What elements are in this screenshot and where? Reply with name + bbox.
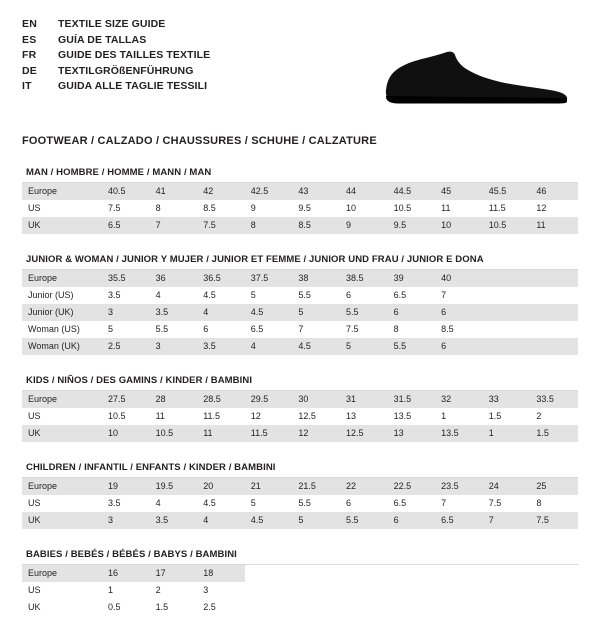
size-cell-empty [435,582,483,599]
size-cell: 11.5 [203,411,221,421]
size-cell: 10 [102,425,150,442]
group-children [22,462,578,529]
size-cell: 1 [441,411,447,421]
language-row [22,49,210,65]
size-cell: 10 [435,217,483,234]
row-label: UK [22,217,102,234]
size-cell: 4 [245,338,293,355]
size-cell: 3 [203,585,209,595]
language-title-list [22,18,210,96]
size-cell: 7 [441,498,447,508]
size-cell: 2 [536,411,542,421]
size-cell: 43 [292,183,340,200]
size-cell: 33 [483,391,531,408]
size-cell: 1 [483,425,531,442]
size-cell-empty [340,565,388,582]
size-cell: 8 [536,498,542,508]
size-cell: 37.5 [245,270,293,287]
size-cell: 6.5 [393,290,407,300]
size-cell: 7.5 [488,498,502,508]
size-cell: 42.5 [245,183,293,200]
table-row [22,425,578,442]
row-label: Europe [22,270,102,287]
size-cell: 5 [250,498,256,508]
size-cell-empty [530,338,578,355]
size-cell: 25 [530,478,578,495]
size-cell: 11 [530,217,578,234]
size-table-man [22,183,578,234]
size-cell: 7.5 [197,217,245,234]
size-cell: 8 [245,217,293,234]
language-code: ES [22,33,37,46]
language-code: IT [22,80,32,92]
size-cell: 6 [388,512,436,529]
size-table-body [22,183,578,234]
size-cell: 4.5 [203,498,216,508]
size-cell-empty [340,599,388,616]
row-label: Junior (US) [28,290,74,300]
size-cell: 4.5 [292,338,340,355]
table-row [22,270,578,287]
size-cell-empty [245,582,293,599]
size-cell: 13.5 [393,411,412,421]
size-cell-empty [483,270,531,287]
size-cell: 8.5 [203,203,216,213]
row-label: UK [28,602,41,612]
size-table-children [22,478,578,529]
size-cell: 9.5 [298,203,311,213]
size-cell: 38 [292,270,340,287]
size-cell: 6.5 [393,498,407,508]
size-cell-empty [435,599,483,616]
size-cell: 6 [435,304,483,321]
size-cell: 9 [340,217,388,234]
size-cell: 3.5 [197,338,245,355]
table-row [22,287,578,304]
size-table-kids [22,391,578,442]
size-cell: 9.5 [388,217,436,234]
table-row [22,495,578,512]
size-cell: 4.5 [245,512,293,529]
size-cell: 8.5 [441,324,454,334]
size-cell: 27.5 [102,391,150,408]
size-cell: 9 [250,203,256,213]
size-cell: 36.5 [197,270,245,287]
size-cell: 38.5 [340,270,388,287]
size-cell: 7.5 [345,324,359,334]
size-cell: 6 [345,498,351,508]
size-cell: 5.5 [155,324,169,334]
size-cell: 4.5 [203,290,216,300]
language-title: GUIDE DES TAILLES TEXTILE [58,49,211,61]
size-cell-empty [530,270,578,287]
size-cell-empty [530,287,578,304]
size-cell: 1.5 [155,602,169,612]
size-cell: 5.5 [388,338,436,355]
size-cell-empty [483,338,531,355]
size-cell: 12.5 [298,411,316,421]
size-cell: 17 [150,565,198,582]
language-title: TEXTILGRÖßENFÜHRUNG [58,64,194,77]
row-label: US [28,411,41,421]
size-table-junior-woman [22,270,578,355]
table-row [22,408,578,425]
document-header [22,18,578,123]
table-row [22,582,578,599]
size-table-body [22,478,578,529]
size-cell-empty [292,599,340,616]
size-cell: 5.5 [340,304,388,321]
size-cell: 5.5 [340,512,388,529]
size-cell-empty [530,582,578,599]
size-cell-empty [292,565,340,582]
size-cell: 44 [340,183,388,200]
row-label: Woman (UK) [22,338,102,355]
size-cell-empty [292,582,340,599]
size-cell: 3.5 [108,290,121,300]
size-cell: 32 [435,391,483,408]
group-kids [22,375,578,442]
size-table-body [22,391,578,442]
size-cell: 33.5 [530,391,578,408]
size-cell: 5 [108,324,114,334]
table-row [22,183,578,200]
size-cell: 45.5 [483,183,531,200]
table-row [22,200,578,217]
size-cell: 10.5 [108,411,126,421]
size-cell: 4.5 [245,304,293,321]
size-cell-empty [245,565,293,582]
size-cell: 40 [435,270,483,287]
size-cell: 3.5 [150,512,198,529]
size-cell: 4 [155,498,161,508]
group-title: MAN / HOMBRE / HOMME / MANN / MAN [22,167,578,183]
size-cell-empty [530,599,578,616]
size-cell: 29.5 [245,391,293,408]
size-cell: 7 [150,217,198,234]
row-label: Europe [22,565,102,582]
size-cell: 6 [435,338,483,355]
size-cell: 5.5 [298,290,311,300]
size-cell: 7.5 [530,512,578,529]
size-cell: 40.5 [102,183,150,200]
size-cell-empty [483,304,531,321]
size-cell: 13 [388,425,436,442]
size-cell: 3 [150,338,198,355]
size-cell: 3 [102,304,150,321]
size-cell-empty [483,599,531,616]
group-title: CHILDREN / INFANTIL / ENFANTS / KINDER / BAMBINI [22,462,578,478]
size-cell: 31 [340,391,388,408]
size-cell-empty [483,582,531,599]
size-cell: 5 [250,290,256,300]
size-cell: 3.5 [108,498,121,508]
size-cell: 42 [197,183,245,200]
size-cell: 7.5 [108,203,121,213]
table-row [22,478,578,495]
size-cell: 5 [340,338,388,355]
size-cell: 36 [150,270,198,287]
size-cell: 4 [197,304,245,321]
size-cell: 21 [245,478,293,495]
footwear-banner: FOOTWEAR / CALZADO / CHAUSSURES / SCHUHE / CALZATURE [22,135,377,147]
size-cell: 31.5 [388,391,436,408]
size-cell: 3.5 [150,304,198,321]
language-code: DE [22,64,37,77]
size-cell: 2 [155,585,161,595]
size-cell: 46 [530,183,578,200]
size-cell: 11.5 [488,203,506,213]
size-cell-empty [245,599,293,616]
size-cell: 24 [483,478,531,495]
size-cell: 4 [155,290,161,300]
size-cell: 10 [345,203,356,213]
size-cell: 10.5 [150,425,198,442]
size-cell: 5 [292,512,340,529]
table-row [22,512,578,529]
row-label: UK [22,425,102,442]
size-cell-empty [388,565,436,582]
group-junior-woman [22,254,578,355]
size-cell: 11 [441,203,451,213]
size-table-babies [22,565,578,616]
size-cell: 6.5 [102,217,150,234]
size-cell: 0.5 [108,602,121,612]
size-table-body [22,565,578,616]
size-cell: 22.5 [388,478,436,495]
size-cell: 6.5 [435,512,483,529]
size-cell-empty [388,582,436,599]
group-man [22,167,578,234]
size-cell: 35.5 [102,270,150,287]
row-label: US [28,498,41,508]
size-cell: 8.5 [292,217,340,234]
size-cell: 12.5 [340,425,388,442]
size-cell-empty [483,565,531,582]
size-cell-empty [340,582,388,599]
size-cell: 12 [536,203,547,213]
language-code: EN [22,18,37,30]
language-row [22,34,210,50]
language-title: TEXTILE SIZE GUIDE [58,18,166,30]
size-cell: 1 [108,585,114,595]
group-title: BABIES / BEBÉS / BÉBÉS / BABYS / BAMBINI [22,549,578,565]
row-label: Junior (UK) [22,304,102,321]
language-row [22,65,210,81]
size-cell: 2.5 [102,338,150,355]
size-cell: 7 [298,324,304,334]
size-table-body [22,270,578,355]
table-row [22,304,578,321]
size-cell: 39 [388,270,436,287]
size-cell-empty [530,304,578,321]
size-cell: 41 [150,183,198,200]
size-cell: 8 [155,203,161,213]
table-row [22,391,578,408]
size-cell: 18 [197,565,245,582]
size-cell: 20 [197,478,245,495]
size-cell: 4 [197,512,245,529]
table-row [22,599,578,616]
size-cell: 16 [102,565,150,582]
size-cell: 5.5 [298,498,311,508]
language-title-list-body [22,18,210,96]
size-cell: 7 [483,512,531,529]
group-babies [22,549,578,616]
row-label: US [28,585,41,595]
size-cell-empty [388,599,436,616]
size-cell: 23.5 [435,478,483,495]
table-row [22,338,578,355]
size-cell: 1.5 [530,425,578,442]
size-cell: 12 [292,425,340,442]
size-cell: 6.5 [250,324,264,334]
row-label: Europe [22,183,102,200]
size-cell: 5 [292,304,340,321]
group-title: JUNIOR & WOMAN / JUNIOR Y MUJER / JUNIOR ET FEMME / JUNIOR UND FRAU / JUNIOR E DONA [22,254,578,270]
size-cell: 22 [340,478,388,495]
size-cell-empty [483,321,531,338]
footer-spacer [22,616,578,626]
size-cell: 19.5 [150,478,198,495]
language-title: GUÍA DE TALLAS [58,33,147,46]
group-title: KIDS / NIÑOS / DES GAMINS / KINDER / BAMBINI [22,375,578,391]
size-cell: 1.5 [488,411,502,421]
table-row [22,217,578,234]
size-cell: 10.5 [393,203,412,213]
size-cell: 19 [102,478,150,495]
size-cell: 11.5 [245,425,293,442]
row-label: UK [22,512,102,529]
size-cell: 3 [102,512,150,529]
size-cell: 7 [441,290,447,300]
size-cell: 6 [203,324,209,334]
size-cell: 13 [345,411,356,421]
language-title: GUIDA ALLE TAGLIE TESSILI [58,80,208,92]
size-cell: 44.5 [388,183,436,200]
size-cell: 11 [155,411,165,421]
size-cell: 2.5 [203,602,216,612]
row-label: Europe [22,478,102,495]
size-cell: 11 [197,425,245,442]
size-cell-empty [530,565,578,582]
language-row [22,80,210,96]
row-label: Europe [22,391,102,408]
row-label: US [28,203,41,213]
size-cell-empty [483,287,531,304]
size-cell: 8 [393,324,399,334]
size-cell: 12 [250,411,261,421]
size-cell: 6 [345,290,351,300]
language-row [22,18,210,34]
size-cell: 28.5 [197,391,245,408]
table-row [22,321,578,338]
size-cell: 10.5 [483,217,531,234]
table-row [22,565,578,582]
size-cell: 45 [435,183,483,200]
size-cell: 28 [150,391,198,408]
language-code: FR [22,49,37,61]
size-cell: 21.5 [292,478,340,495]
size-cell: 6 [388,304,436,321]
size-cell: 13.5 [435,425,483,442]
size-cell-empty [530,321,578,338]
dress-shoe-icon [377,46,572,108]
size-cell-empty [435,565,483,582]
row-label: Woman (US) [28,324,80,334]
size-cell: 30 [292,391,340,408]
